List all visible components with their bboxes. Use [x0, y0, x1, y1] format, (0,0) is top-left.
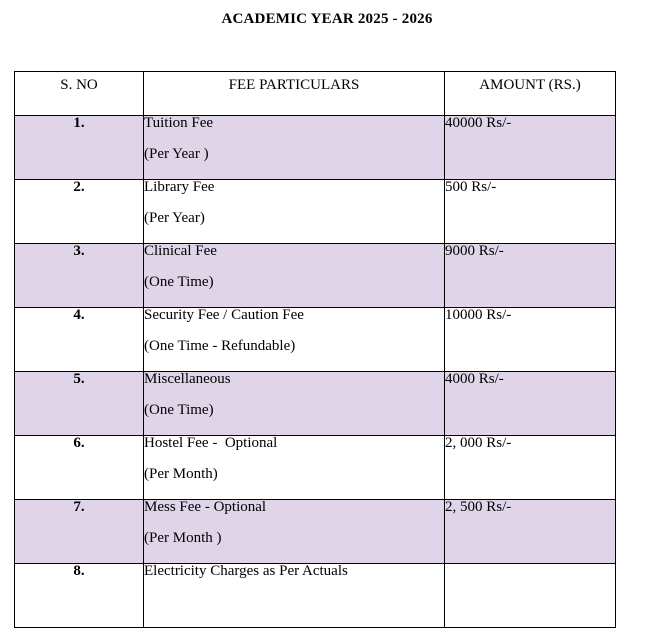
particulars-line-primary: Miscellaneous [144, 371, 231, 387]
column-header-amount: AMOUNT (RS.) [445, 72, 616, 116]
cell-particulars [144, 564, 445, 628]
table-row [15, 116, 616, 180]
cell-particulars [144, 116, 445, 180]
table-row [15, 436, 616, 500]
cell-sno: 6. [15, 436, 144, 500]
particulars-line-secondary: (One Time) [144, 402, 214, 418]
column-header-sno: S. NO [15, 72, 144, 116]
cell-amount: 2, 500 Rs/- [445, 500, 616, 564]
cell-amount: 10000 Rs/- [445, 308, 616, 372]
cell-sno: 8. [15, 564, 144, 628]
particulars-line-primary: Mess Fee - Optional [144, 499, 267, 515]
table-header-row [15, 72, 616, 116]
cell-amount: 9000 Rs/- [445, 244, 616, 308]
particulars-line-secondary: (Per Month ) [144, 530, 222, 546]
cell-particulars [144, 244, 445, 308]
cell-amount: 2, 000 Rs/- [445, 436, 616, 500]
cell-sno: 3. [15, 244, 144, 308]
fee-structure-table [14, 71, 616, 628]
cell-sno: 1. [15, 116, 144, 180]
cell-particulars [144, 500, 445, 564]
particulars-line-primary: Tuition Fee [144, 115, 214, 131]
particulars-line-primary: Hostel Fee - Optional [144, 435, 278, 451]
cell-amount [445, 564, 616, 628]
particulars-line-primary: Security Fee / Caution Fee [144, 307, 304, 323]
table-header [15, 72, 616, 116]
table-row [15, 244, 616, 308]
particulars-line-primary: Library Fee [144, 179, 215, 195]
particulars-line-secondary: (Per Year) [144, 210, 205, 226]
cell-particulars [144, 436, 445, 500]
table-row [15, 180, 616, 244]
cell-sno: 2. [15, 180, 144, 244]
particulars-line-primary: Electricity Charges as Per Actuals [144, 563, 348, 579]
cell-amount: 40000 Rs/- [445, 116, 616, 180]
column-header-particulars: FEE PARTICULARS [144, 72, 445, 116]
table-row [15, 500, 616, 564]
cell-amount: 4000 Rs/- [445, 372, 616, 436]
cell-particulars [144, 372, 445, 436]
cell-amount: 500 Rs/- [445, 180, 616, 244]
cell-sno: 5. [15, 372, 144, 436]
fee-table-container [14, 71, 615, 628]
cell-sno: 7. [15, 500, 144, 564]
particulars-line-secondary: (One Time - Refundable) [144, 338, 296, 354]
particulars-line-secondary: (Per Year ) [144, 146, 209, 162]
table-body [15, 116, 616, 628]
table-row [15, 308, 616, 372]
cell-sno: 4. [15, 308, 144, 372]
page-title: ACADEMIC YEAR 2025 - 2026 [221, 11, 433, 27]
cell-particulars [144, 308, 445, 372]
particulars-line-secondary: (Per Month) [144, 466, 218, 482]
table-row [15, 564, 616, 628]
particulars-line-primary: Clinical Fee [144, 243, 217, 259]
cell-particulars [144, 180, 445, 244]
particulars-line-secondary: (One Time) [144, 274, 214, 290]
table-row [15, 372, 616, 436]
